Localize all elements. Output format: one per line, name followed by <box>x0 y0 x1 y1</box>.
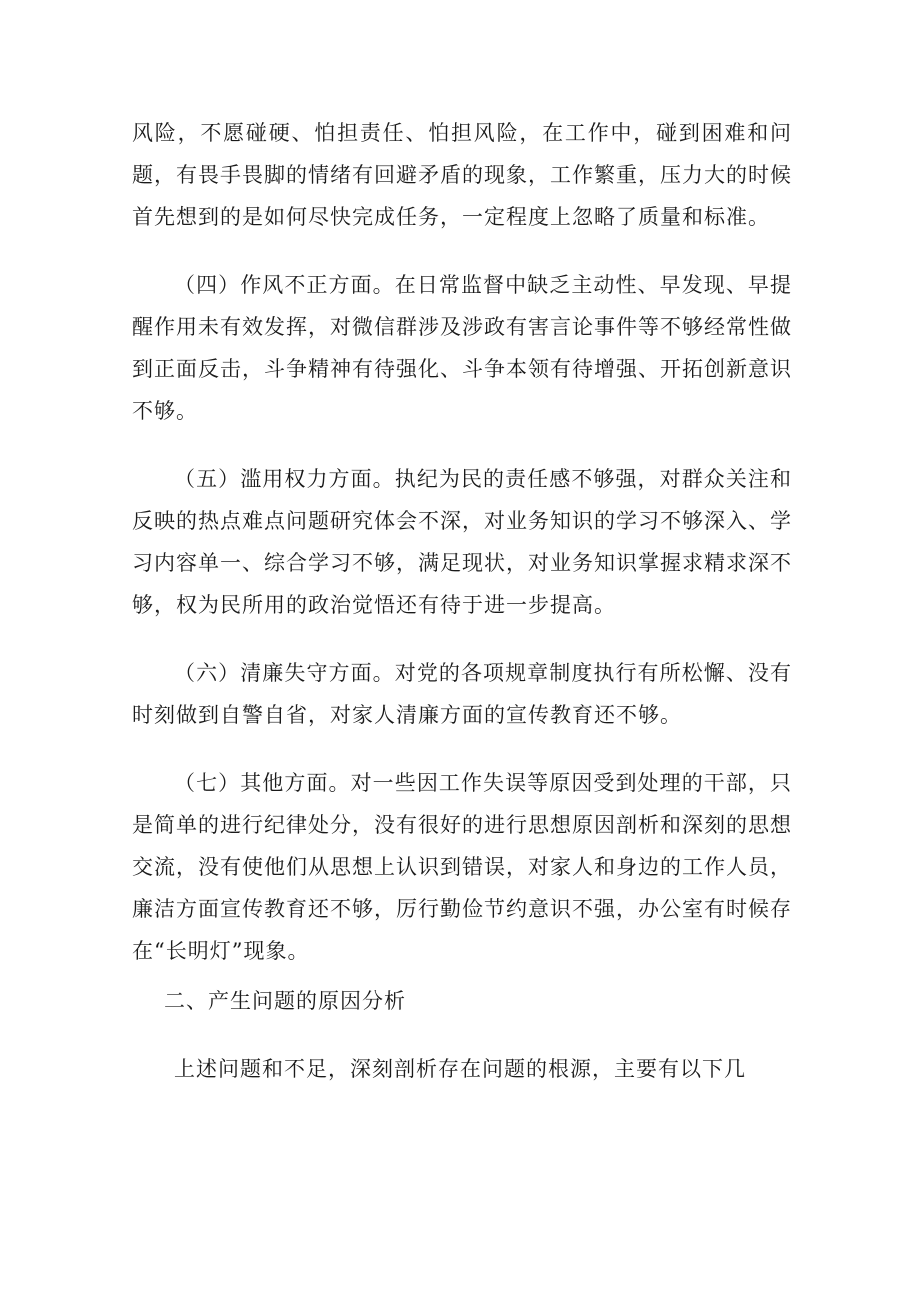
paragraph-section-seven: （七）其他方面。对一些因工作失误等原因受到处理的干部，只是简单的进行纪律处分，没有很好的进行思想原因剖析和深刻的思想交流，没有使他们从思想上认识到错误，对家人和身边的工作人员，廉洁方面宣传教育还不够，厉行勤俭节约意识不强，办公室有时候存在“长明灯”现象。 <box>132 771 792 963</box>
paragraph-section-four: （四）作风不正方面。在日常监督中缺乏主动性、早发现、早提醒作用未有效发挥，对微信群涉及涉政有害言论事件等不够经常性做到正面反击，斗争精神有待强化、斗争本领有待增强、开拓创新意识不够。 <box>132 273 792 423</box>
paragraph-continuation: 风险，不愿碰硬、怕担责任、怕担风险，在工作中，碰到困难和问题，有畏手畏脚的情绪有回避矛盾的现象，工作繁重，压力大的时候首先想到的是如何尽快完成任务，一定程度上忽略了质量和标准。 <box>132 121 792 229</box>
document-body <box>132 112 792 1090</box>
paragraph-section-five: （五）滥用权力方面。执纪为民的责任感不够强，对群众关注和反映的热点难点问题研究体会不深，对业务知识的学习不够深入、学习内容单一、综合学习不够，满足现状，对业务知识掌握求精求深不够，权为民所用的政治觉悟还有待于进一步提高。 <box>132 467 792 617</box>
section-heading-cause-analysis: 二、产生问题的原因分析 <box>164 989 406 1013</box>
paragraph-cause-intro: 上述问题和不足，深刻剖析存在问题的根源，主要有以下几 <box>174 1057 746 1081</box>
paragraph-section-six: （六）清廉失守方面。对党的各项规章制度执行有所松懈、没有时刻做到自警自省，对家人清廉方面的宣传教育还不够。 <box>132 661 792 727</box>
